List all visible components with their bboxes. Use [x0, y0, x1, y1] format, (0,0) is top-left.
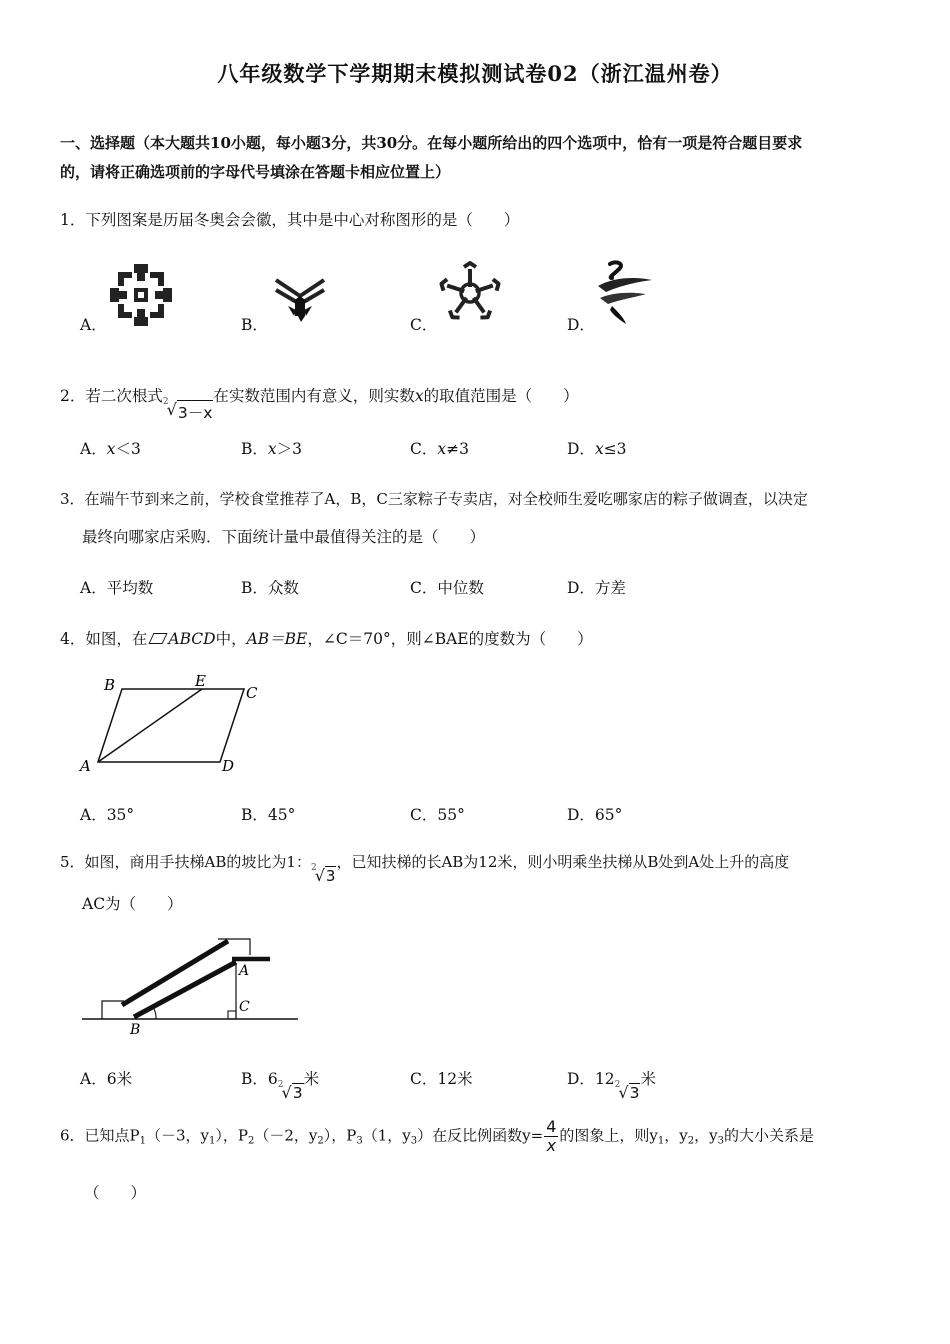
point-b-label: B [130, 1022, 141, 1038]
q3-option-a[interactable]: A．平均数 [80, 579, 154, 597]
q1-option-a[interactable]: A． [80, 316, 107, 334]
subscript: 1 [139, 1135, 147, 1147]
question-text: ，已知扶梯的长AB为12米，则小明乘坐扶梯从B处到A处上升的高度 [336, 853, 790, 871]
option-text: 米 [303, 1070, 320, 1088]
question-2 [60, 384, 579, 423]
option-label: C． [410, 440, 438, 458]
subscript: 1 [209, 1135, 216, 1147]
square-root: 2 √ 3 [614, 1080, 640, 1102]
emblem-d-icon [592, 258, 656, 326]
question-number: 4． [60, 630, 86, 648]
question-3 [60, 488, 808, 509]
question-text: ）在反比例函数y= [417, 1126, 544, 1145]
variable: x [106, 440, 116, 458]
q5-option-b[interactable] [241, 1067, 319, 1102]
q3-option-b[interactable]: B．众数 [241, 579, 299, 597]
question-number: 1． [60, 211, 86, 229]
question-text: ，y [664, 1126, 688, 1145]
q5-option-d[interactable] [567, 1067, 656, 1102]
question-1 [60, 208, 519, 230]
q3-option-d[interactable]: D．方差 [567, 579, 626, 597]
q2-option-b[interactable] [241, 437, 302, 459]
emblem-a-icon [108, 262, 174, 328]
parallelogram-figure [76, 670, 266, 780]
option-text: 12 [594, 1070, 615, 1088]
question-number: 5． [60, 853, 85, 871]
vertex-c-label: C [246, 684, 258, 702]
variable: x [267, 440, 277, 458]
option-text: ≤3 [603, 440, 627, 458]
question-text: 已知点P [84, 1126, 140, 1145]
q4-option-a[interactable]: A．35° [80, 806, 135, 824]
question-5 [60, 851, 789, 885]
q1-option-d[interactable]: D． [567, 316, 595, 334]
question-text: 在实数范围内有意义，则实数 [213, 387, 415, 405]
q2-option-d[interactable] [567, 437, 627, 459]
question-3-line2: 最终向哪家店采购．下面统计量中最值得关注的是（ ） [82, 528, 486, 546]
section-header-line1: 一、选择题（本大题共10小题，每小题3分，共30分。在每小题所给出的四个选项中，恰有一项是符合题目要求 [60, 134, 803, 152]
question-number: 3． [60, 490, 85, 508]
question-text: 如图，商用手扶梯AB的坡比为1： [84, 853, 311, 871]
subscript: 2 [317, 1135, 324, 1147]
fraction [544, 1118, 558, 1155]
question-6-line2: （ ） [84, 1184, 147, 1202]
variable: x [594, 440, 604, 458]
emblem-b-icon [272, 276, 330, 328]
equation: AB＝BE [246, 630, 308, 648]
option-text: 6米 [106, 1070, 133, 1088]
q2-option-c[interactable] [410, 437, 469, 459]
vertex-e-label: E [195, 672, 206, 690]
q2-option-a[interactable] [80, 437, 141, 459]
question-text: ，y [694, 1126, 718, 1145]
subscript: 3 [410, 1135, 418, 1147]
question-text: 的取值范围是（ ） [423, 387, 579, 405]
square-root: 2 √ 3－x [162, 397, 213, 422]
question-text: ， [307, 630, 323, 648]
q1-option-b[interactable]: B． [241, 316, 268, 334]
option-label: D． [567, 1070, 595, 1088]
question-text: ，则∠BAE的度数为（ ） [390, 630, 593, 648]
q4-option-c[interactable]: C．55° [410, 806, 465, 824]
q4-option-d[interactable]: D．65° [567, 806, 623, 824]
question-text: （－2，y [254, 1126, 318, 1145]
option-text: 米 [640, 1070, 656, 1088]
square-root: 2 √ 3 [310, 863, 336, 885]
square-root: 2 √ 3 [277, 1080, 303, 1102]
question-5-line2: AC为（ ） [82, 895, 183, 913]
q1-option-c[interactable]: C． [410, 316, 438, 334]
question-text: ），P [323, 1126, 357, 1145]
question-text: 中， [215, 630, 247, 648]
option-label: C． [410, 1070, 438, 1088]
vertex-b-label: B [104, 676, 116, 694]
q3-option-c[interactable]: C．中位数 [410, 579, 484, 597]
question-number: 6． [60, 1126, 85, 1145]
vertex-a-label: A [80, 757, 91, 775]
point-a-label: A [239, 963, 250, 979]
radicand: 3 [292, 1084, 303, 1102]
question-4 [60, 627, 593, 649]
point-c-label: C [239, 999, 250, 1015]
section-header-line2: 的，请将正确选项前的字母代号填涂在答题卡相应位置上） [60, 163, 451, 181]
escalator-figure [82, 935, 302, 1040]
option-label: D． [567, 440, 595, 458]
option-text: ＞3 [276, 440, 303, 458]
variable: x [414, 387, 424, 405]
q5-option-a[interactable] [80, 1067, 132, 1089]
radicand: 3 [629, 1084, 640, 1102]
parallelogram-icon [149, 633, 168, 644]
question-text: （－3，y [146, 1126, 210, 1145]
radicand: 3 [325, 867, 336, 885]
option-label: A． [80, 440, 107, 458]
subscript: 3 [356, 1135, 363, 1147]
subscript: 2 [687, 1135, 695, 1147]
question-6 [60, 1118, 814, 1155]
subscript: 1 [657, 1135, 665, 1147]
vertex-d-label: D [222, 757, 235, 775]
fraction-numerator: 4 [546, 1117, 557, 1136]
question-number: 2． [60, 387, 86, 405]
radicand: 3－x [177, 400, 214, 423]
q5-option-c[interactable] [410, 1067, 473, 1089]
option-text: ≠3 [446, 440, 469, 458]
question-text: （1，y [362, 1126, 411, 1145]
option-text: 12米 [437, 1070, 473, 1088]
option-label: B． [241, 440, 268, 458]
emblem-c-icon [437, 260, 503, 326]
question-text: 若二次根式 [85, 387, 163, 405]
question-text: 的图象上，则y [559, 1126, 658, 1145]
variable: x [437, 440, 447, 458]
question-text: 的大小关系是 [723, 1126, 814, 1145]
question-text: 在端午节到来之前，学校食堂推荐了A，B，C三家粽子专卖店，对全校师生爱吃哪家店的粽子做调查，以决定 [84, 490, 808, 508]
option-label: B． [241, 1070, 268, 1088]
page-title: 八年级数学下学期期末模拟测试卷02（浙江温州卷） [217, 61, 733, 86]
subscript: 2 [248, 1135, 255, 1147]
option-text: ＜3 [115, 440, 141, 458]
question-text: 如图，在 [85, 630, 148, 648]
fraction-denominator: x [546, 1136, 557, 1155]
angle-condition: ∠C＝70° [322, 630, 391, 648]
question-text: 下列图案是历届冬奥会会徽，其中是中心对称图形的是（ ） [85, 211, 520, 229]
option-label: A． [80, 1070, 107, 1088]
q4-option-b[interactable]: B．45° [241, 806, 296, 824]
subscript: 3 [717, 1135, 724, 1147]
question-text: ），P [215, 1126, 249, 1145]
shape-name: ABCD [168, 630, 216, 648]
option-text: 6 [267, 1070, 278, 1088]
